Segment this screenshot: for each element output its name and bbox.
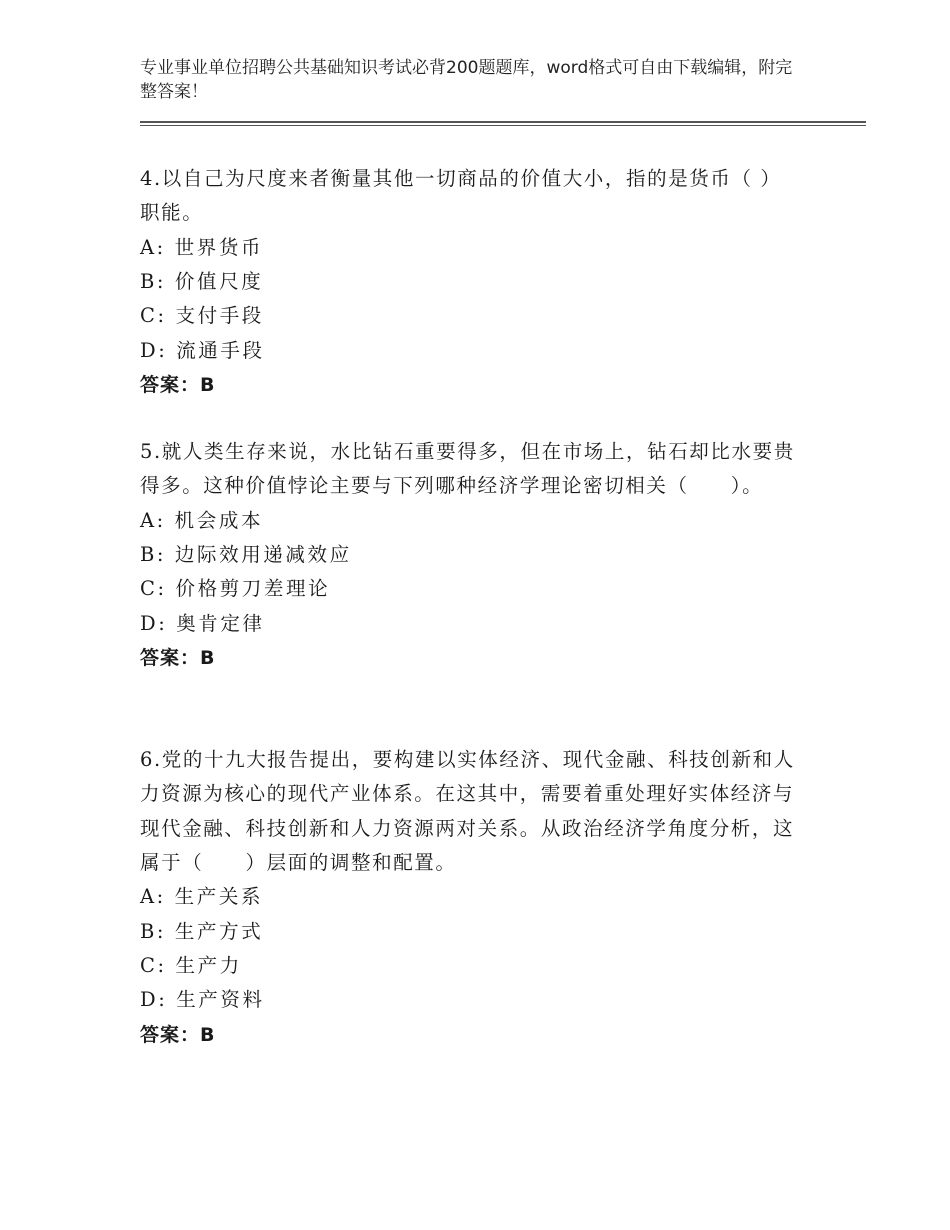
option-a: A: 生产关系 <box>140 885 264 909</box>
header-divider <box>140 121 866 123</box>
answer-label: 答案：B <box>140 647 216 670</box>
question-6 <box>140 743 800 1052</box>
question-stem: 5.就人类生存来说，水比钻石重要得多，但在市场上，钻石却比水要贵得多。这种价值悖论主要与下列哪种经济学理论密切相关（ ）。 <box>140 440 795 498</box>
option-c: C: 价格剪刀差理论 <box>140 577 331 601</box>
question-4 <box>140 162 800 403</box>
option-a: A: 世界货币 <box>140 235 264 259</box>
question-stem: 4.以自己为尺度来者衡量其他一切商品的价值大小，指的是货币（ ）职能。 <box>140 167 782 225</box>
option-b: B: 价值尺度 <box>140 270 264 293</box>
question-stem: 6.党的十九大报告提出，要构建以实体经济、现代金融、科技创新和人力资源为核心的现代产业体系。在这其中，需要着重处理好实体经济与现代金融、科技创新和人力资源两对关系。从政治经济学角度分析，这属于（ ）层面的调整和配置。 <box>140 748 795 874</box>
option-d: D: 流通手段 <box>140 338 265 362</box>
option-c: C: 支付手段 <box>140 304 264 328</box>
header-divider-thin <box>140 125 866 126</box>
option-b: B: 边际效用递减效应 <box>140 543 352 566</box>
question-5 <box>140 435 800 676</box>
option-b: B: 生产方式 <box>140 919 264 943</box>
option-d: D: 奥肯定律 <box>140 611 265 635</box>
document-header: 专业事业单位招聘公共基础知识考试必背200题题库，word格式可自由下载编辑，附完整答案！ <box>140 58 793 102</box>
answer-label: 答案：B <box>140 1023 216 1046</box>
option-c: C: 生产力 <box>140 954 242 977</box>
answer-label: 答案：B <box>140 374 216 397</box>
option-a: A: 机会成本 <box>140 508 264 532</box>
option-d: D: 生产资料 <box>140 988 265 1012</box>
